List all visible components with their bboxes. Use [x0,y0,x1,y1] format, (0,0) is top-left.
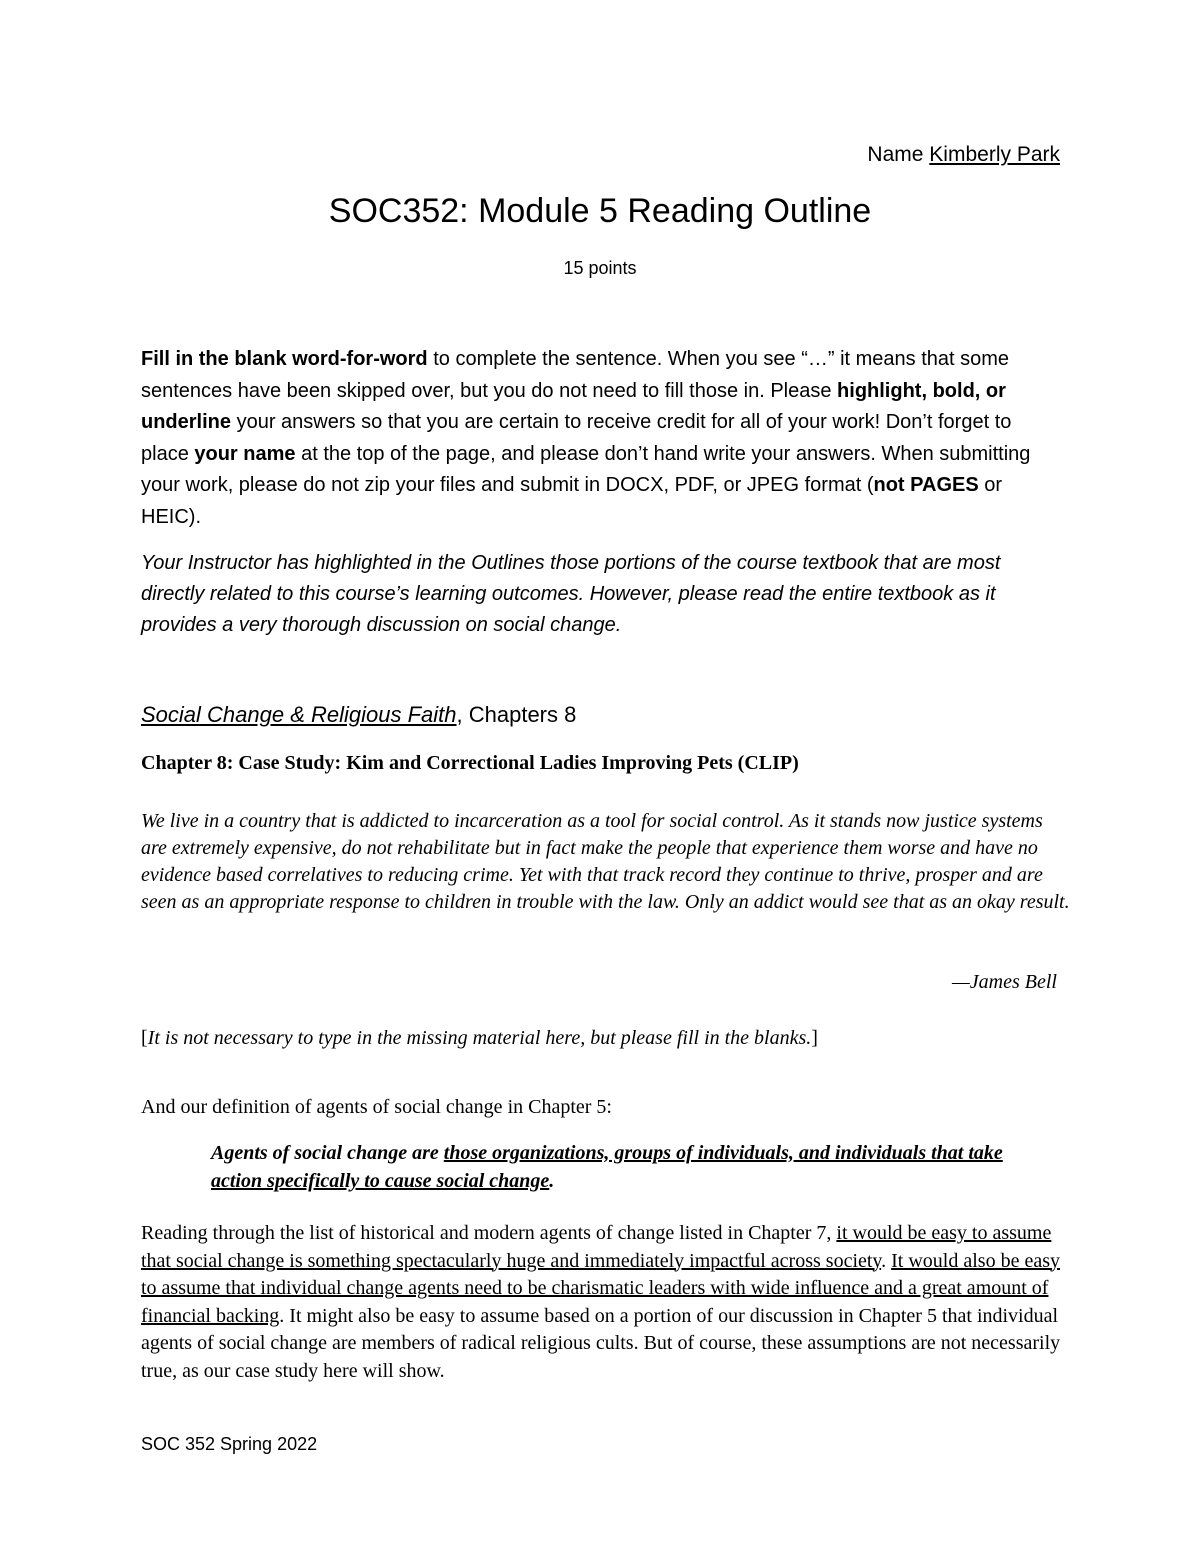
chapter-heading: Chapter 8: Case Study: Kim and Correctional Ladies Improving Pets (CLIP) [141,752,799,774]
bracket-note [141,1027,818,1050]
definition-lead: Agents of social change are [211,1142,444,1164]
instructor-note: Your Instructor has highlighted in the Outlines those portions of the course textbook that are most directly related to this course’s learning outcomes. However, please read the entire textbook as it provides a very thorough discussion on social change. [141,552,1001,636]
instruction-text-1: to complete the sentence. When you see “…” it means that some sentences have been skipped over, but you do not need to fill those in. Please [141,348,1010,402]
student-name: Kimberly Park [929,143,1060,166]
instruction-bold-3: your name [194,442,296,465]
reading-paragraph [141,1220,1071,1385]
instruction-text-2: your answers so that you are certain to receive credit for all of your work! Don’t forget to place [141,411,1012,465]
instructions-paragraph [141,344,1061,533]
page-footer: SOC 352 Spring 2022 [141,1434,318,1454]
reading-text-2: . [881,1249,892,1272]
name-label: Name [867,143,924,166]
section-heading [141,702,576,728]
instruction-text-4: or HEIC). [141,474,1003,528]
bracket-note-text: It is not necessary to type in the missing material here, but please fill in the blanks. [147,1027,812,1049]
definition-end: . [549,1170,555,1192]
bracket-close: ] [811,1027,818,1049]
section-heading-title: Social Change & Religious Faith [141,702,457,727]
instruction-bold-2: highlight, bold, or underline [141,379,1006,433]
epigraph-quote: We live in a country that is addicted to incarceration as a tool for social control. As it stands now justice systems are extremely expensive, do not rehabilitate but in fact make the people that experience them worse and have no evidence based correlatives to reducing crime. Yet with that track record they continue to thrive, prosper and are seen as an appropriate response to children in trouble with the law. Only an addict would see that as an okay result. [141,810,1070,913]
definition-answer: those organizations, groups of individuals, and individuals that take action specifically to cause social change [211,1142,1003,1192]
document-title: SOC352: Module 5 Reading Outline [328,192,872,230]
reading-answer-2: It would also be easy to assume that individual change agents need to be charismatic leaders with wide influence and a great amount of financial backing [141,1249,1060,1327]
bracket-open: [ [141,1027,148,1049]
instruction-bold-4: not PAGES [873,474,979,496]
reading-text-3: . It might also be easy to assume based on a portion of our discussion in Chapter 5 that individual agents of social change are members of radical religious cults. But of course, these assumptions are not necessarily true, as our case study here will show. [141,1304,1061,1382]
definition-block [211,1139,1011,1195]
reading-answer-1: it would be easy to assume that social change is something spectacularly huge and immediately impactful across society [141,1222,1052,1272]
instruction-bold-1: Fill in the blank word-for-word [141,348,428,370]
points-value: 15 points [563,258,637,278]
quote-author: —James Bell [952,971,1057,993]
section-heading-chapters: , Chapters 8 [456,702,577,727]
instruction-text-3: at the top of the page, and please don’t hand write your answers. When submitting your work, please do not zip your files and submit in DOCX, PDF, or JPEG format ( [141,442,1031,496]
reading-text-1: Reading through the list of historical and modern agents of change listed in Chapter 7, [141,1222,837,1244]
student-name-line [867,143,1060,167]
definition-intro: And our definition of agents of social change in Chapter 5: [141,1096,612,1118]
